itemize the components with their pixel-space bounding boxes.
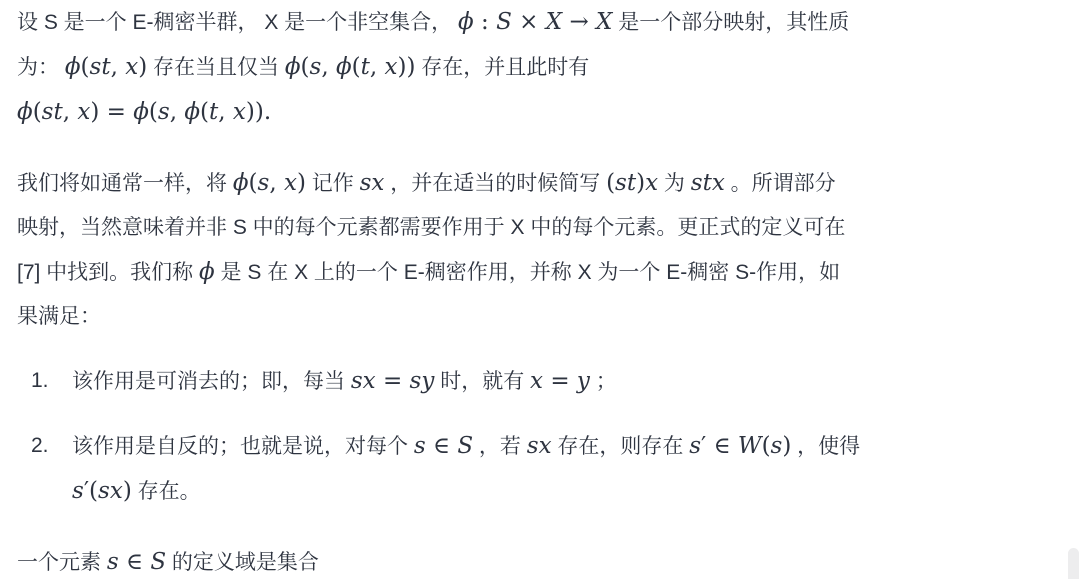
text-run: 设 S 是一个 E-稠密半群， X 是一个非空集合， <box>17 11 459 34</box>
inline-math: ϕ(s, ϕ(t, x)) <box>284 54 416 80</box>
inline-math: ϕ : S × X → X <box>458 9 613 35</box>
text-run: 该作用是可消去的；即，每当 <box>72 370 351 393</box>
inline-math: x = y <box>530 368 590 394</box>
inline-math: (st)x <box>606 170 659 196</box>
paragraph <box>17 161 1050 339</box>
text-run: 存在当且仅当 <box>147 56 285 79</box>
text-run: 果满足： <box>17 305 101 328</box>
inline-math: stx <box>690 170 725 196</box>
text-run: 我们将如通常一样，将 <box>17 172 233 195</box>
text-run: 为 <box>658 172 691 195</box>
text-run: 映射，当然意味着并非 S 中的每个元素都需要作用于 X 中的每个元素。更正式的定义可在 <box>17 216 846 239</box>
inline-math: ϕ(st, x) <box>64 54 148 80</box>
text-run: 存在，并且此时有 <box>415 56 590 79</box>
text-run: 存在。 <box>131 480 201 503</box>
inline-math: ϕ <box>199 259 215 285</box>
text-run: 该作用是自反的；也就是说，对每个 <box>72 435 414 458</box>
list-item-content <box>72 435 860 503</box>
inline-math: s ∈ S <box>106 549 167 575</box>
list-item <box>17 359 1050 404</box>
text-run: [7] 中找到。我们称 <box>17 261 200 284</box>
text-run: ； <box>589 370 617 393</box>
text-run: 为： <box>17 56 65 79</box>
paragraph <box>17 540 1050 579</box>
list-item-content <box>72 370 617 393</box>
vertical-scrollbar-thumb[interactable] <box>1068 548 1079 579</box>
list-marker: 2. <box>31 434 49 457</box>
inline-math: ϕ(s, x) <box>232 170 306 196</box>
text-run: 的定义域是集合 <box>166 551 319 574</box>
text-run: 记作 <box>305 172 360 195</box>
text-run: 是 S 在 X 上的一个 E-稠密作用，并称 X 为一个 E-稠密 S-作用，如 <box>214 261 841 284</box>
inline-math: sx <box>526 433 552 459</box>
text-run: ，若 <box>473 435 527 458</box>
list-item <box>17 424 1050 514</box>
inline-math: s′ ∈ W(s) <box>689 433 792 459</box>
inline-math: s ∈ S <box>413 433 474 459</box>
inline-math: ϕ(st, x) = ϕ(s, ϕ(t, x)). <box>17 99 272 125</box>
inline-math: sx <box>359 170 385 196</box>
text-run: 是一个部分映射，其性质 <box>612 11 850 34</box>
text-run: 存在，则存在 <box>551 435 690 458</box>
inline-math: s′(sx) <box>72 478 132 504</box>
text-run: 。所谓部分 <box>724 172 836 195</box>
paragraph <box>17 0 1050 135</box>
text-run: ，并在适当的时候简写 <box>384 172 607 195</box>
text-run: 一个元素 <box>17 551 107 574</box>
text-run: ，使得 <box>791 435 861 458</box>
list-marker: 1. <box>31 369 49 392</box>
text-run: 时，就有 <box>434 370 531 393</box>
inline-math: sx = sy <box>350 368 435 394</box>
ordered-list <box>17 359 1050 514</box>
